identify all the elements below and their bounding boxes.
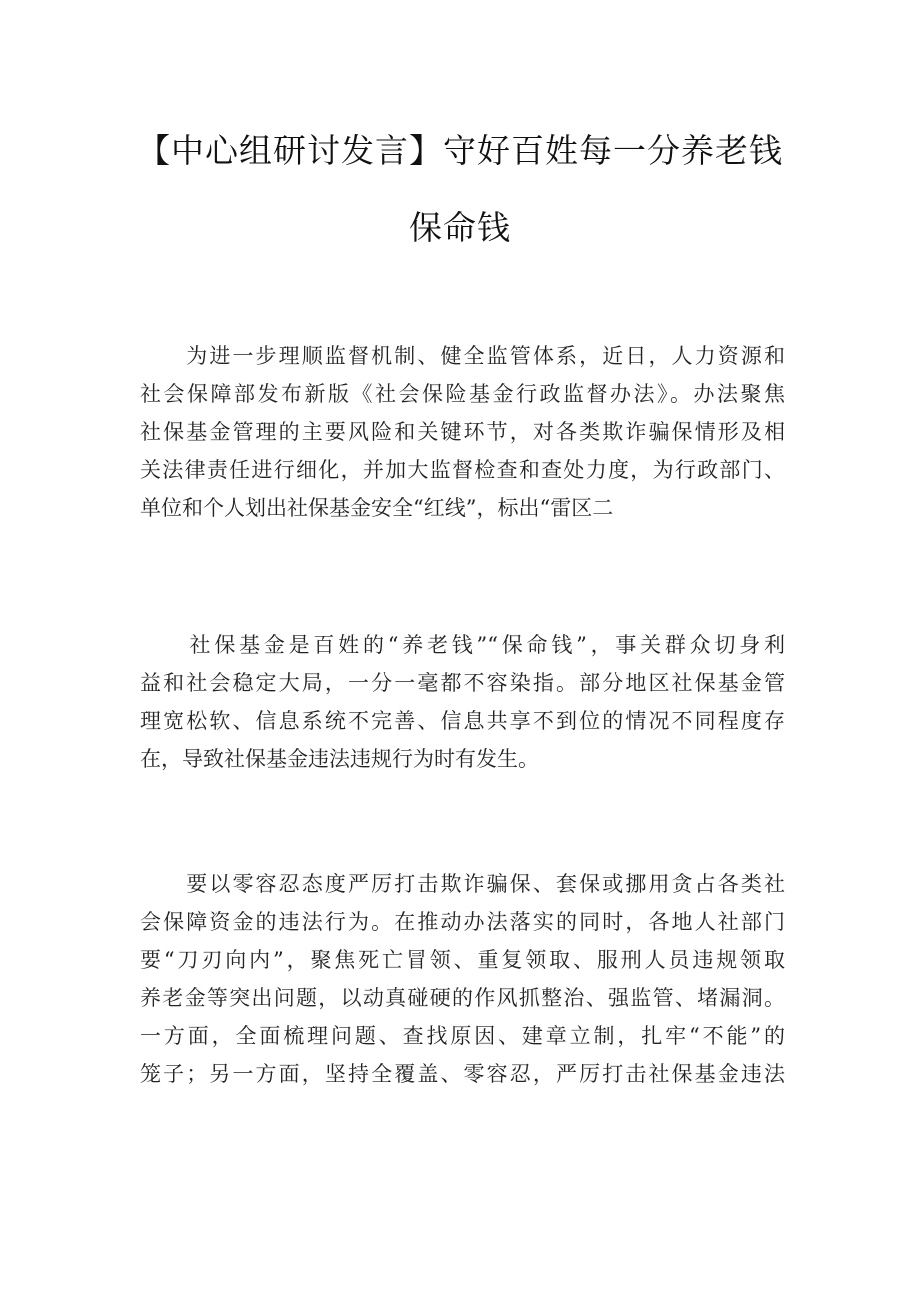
- paragraph-line: 单位和个人划出社保基金安全“红线”，标出“雷区二: [140, 496, 614, 520]
- paragraph-2: [140, 626, 785, 778]
- paragraph-line: 一方面，全面梳理问题、查找原因、建章立制，扎牢“不能”的: [140, 1024, 785, 1048]
- paragraph-line: 养老金等突出问题，以动真碰硬的作风抓整治、强监管、堵漏洞。: [140, 986, 785, 1010]
- paragraph-line: 社保基金是百姓的“养老钱”“保命钱”，事关群众切身利: [140, 633, 785, 657]
- paragraph-line: 会保障资金的违法行为。在推动办法落实的同时，各地人社部门: [140, 910, 785, 934]
- paragraph-line: 要“刀刃向内”，聚焦死亡冒领、重复领取、服刑人员违规领取: [140, 948, 785, 972]
- paragraph-line: 为进一步理顺监督机制、健全监管体系，近日，人力资源和: [140, 344, 785, 368]
- paragraph-line: 理宽松软、信息系统不完善、信息共享不到位的情况不同程度存: [140, 709, 785, 733]
- paragraph-line: 笼子；另一方面，坚持全覆盖、零容忍，严厉打击社保基金违法: [140, 1062, 785, 1086]
- paragraph-line: 社保基金管理的主要风险和关键环节，对各类欺诈骗保情形及相: [140, 420, 785, 444]
- paragraph-line: 在，导致社保基金违法违规行为时有发生。: [140, 747, 539, 771]
- document-title-line-2: 保命钱: [409, 208, 511, 247]
- paragraph-3: [140, 865, 785, 1093]
- paragraph-line: 益和社会稳定大局，一分一毫都不容染指。部分地区社保基金管: [140, 671, 785, 695]
- paragraph-line: 关法律责任进行细化，并加大监督检查和查处力度，为行政部门、: [140, 458, 785, 482]
- paragraph-line: 社会保障部发布新版《社会保险基金行政监督办法》。办法聚焦: [140, 382, 785, 406]
- paragraph-line: 要以零容忍态度严厉打击欺诈骗保、套保或挪用贪占各类社: [140, 872, 785, 896]
- document-title-line-1: 【中心组研讨发言】守好百姓每一分养老钱: [137, 131, 783, 170]
- paragraph-1: [140, 337, 785, 527]
